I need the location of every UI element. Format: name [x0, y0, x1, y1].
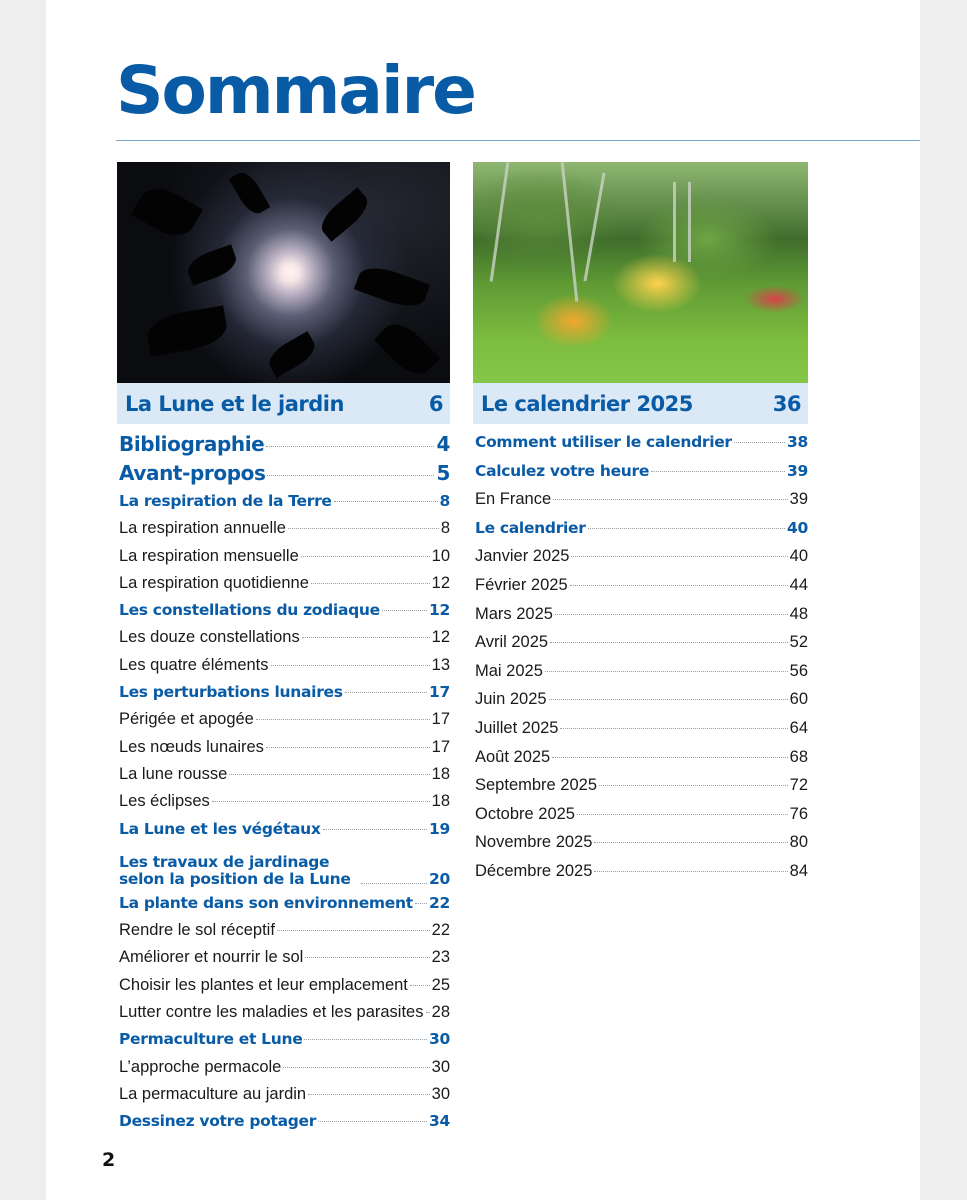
toc-entry[interactable] — [475, 486, 808, 515]
toc-entry-page: 84 — [789, 861, 808, 880]
toc-entry[interactable] — [119, 679, 450, 706]
toc-entry-title: Avant-propos — [119, 460, 266, 485]
toc-entry[interactable] — [119, 488, 450, 515]
toc-entry[interactable] — [119, 734, 450, 761]
dot-leader — [266, 446, 434, 447]
dot-leader — [301, 556, 430, 557]
dot-leader — [266, 747, 430, 748]
toc-entry-title: Septembre 2025 — [475, 776, 598, 795]
section-header-calendrier[interactable] — [473, 383, 808, 424]
dot-leader — [212, 801, 430, 802]
toc-entry[interactable] — [475, 686, 808, 715]
toc-entry-title: Permaculture et Lune — [119, 1030, 303, 1049]
dot-leader — [571, 556, 787, 557]
toc-entry-page: 30 — [431, 1084, 450, 1103]
dot-leader — [288, 528, 439, 529]
dot-leader — [345, 692, 427, 693]
toc-entry-page: 17 — [431, 737, 450, 756]
toc-entry-title: Les quatre éléments — [119, 655, 269, 674]
toc-entry-page: 34 — [429, 1112, 450, 1131]
section-page: 6 — [428, 391, 443, 416]
dot-leader — [323, 829, 427, 830]
toc-entry-page: 18 — [431, 792, 450, 811]
toc-entry-title: Février 2025 — [475, 575, 568, 594]
toc-entry-title: Octobre 2025 — [475, 804, 575, 823]
toc-entry[interactable] — [119, 890, 450, 917]
toc-entry-page: 13 — [431, 655, 450, 674]
toc-entry-page: 76 — [789, 804, 808, 823]
toc-entry-title: Lutter contre les maladies et les parasites — [119, 1003, 424, 1022]
toc-entry-title: Calculez votre heure — [475, 461, 650, 480]
toc-entry-page: 40 — [787, 518, 808, 537]
toc-entry[interactable] — [475, 629, 808, 658]
toc-entry-page: 5 — [436, 460, 450, 485]
toc-entry[interactable] — [475, 858, 808, 887]
toc-entry-title: La respiration quotidienne — [119, 573, 309, 592]
toc-entry-title: La plante dans son environnement — [119, 893, 413, 912]
document-page — [46, 0, 920, 1200]
toc-entry-title: Choisir les plantes et leur emplacement — [119, 975, 408, 994]
toc-entry-title: Avril 2025 — [475, 633, 549, 652]
toc-entry-title: Août 2025 — [475, 747, 551, 766]
toc-entry-page: 39 — [789, 490, 808, 509]
toc-entry[interactable] — [475, 515, 808, 544]
dot-leader — [560, 728, 787, 729]
moon-photo — [117, 162, 450, 383]
toc-entry-title: Mai 2025 — [475, 661, 543, 680]
toc-entry-page: 22 — [429, 893, 450, 912]
dot-leader — [334, 501, 438, 502]
toc-entry-title: Juillet 2025 — [475, 718, 559, 737]
toc-entry-page: 17 — [431, 710, 450, 729]
toc-entry-page: 44 — [789, 575, 808, 594]
toc-entry[interactable] — [119, 917, 450, 944]
toc-entry[interactable] — [475, 601, 808, 630]
toc-entry[interactable] — [119, 999, 450, 1026]
toc-entry[interactable] — [119, 570, 450, 597]
dot-leader — [570, 585, 788, 586]
toc-entry[interactable] — [475, 543, 808, 572]
toc-entry[interactable] — [475, 772, 808, 801]
toc-entry-page: 60 — [789, 690, 808, 709]
toc-entry-title: Comment utiliser le calendrier — [475, 433, 732, 451]
title-rule — [116, 140, 920, 141]
toc-entry[interactable] — [475, 801, 808, 830]
dot-leader — [549, 699, 788, 700]
dot-leader — [545, 671, 788, 672]
dot-leader — [588, 528, 785, 529]
section-page: 36 — [772, 391, 801, 416]
toc-entry-title: Mars 2025 — [475, 604, 553, 623]
toc-entry-page: 30 — [429, 1030, 450, 1049]
toc-entry[interactable] — [119, 1026, 450, 1053]
toc-entry[interactable] — [119, 431, 450, 460]
dot-leader — [415, 903, 427, 904]
toc-entry[interactable] — [119, 788, 450, 815]
toc-entry-title: Bibliographie — [119, 432, 265, 456]
garden-photo — [473, 162, 808, 383]
dot-leader — [426, 1012, 430, 1013]
toc-entry-title: Les éclipses — [119, 792, 210, 811]
toc-entry[interactable] — [119, 944, 450, 971]
toc-entry[interactable] — [119, 515, 450, 542]
toc-entry-title: En France — [475, 490, 552, 509]
toc-entry-page: 30 — [431, 1057, 450, 1076]
toc-entry-page: 28 — [431, 1003, 450, 1022]
toc-entry-title: La lune rousse — [119, 764, 228, 783]
toc-entry[interactable] — [119, 624, 450, 651]
toc-entry-page: 80 — [789, 833, 808, 852]
dot-leader — [229, 774, 429, 775]
toc-entry-title: Améliorer et nourrir le sol — [119, 948, 304, 967]
dot-leader — [555, 614, 788, 615]
dot-leader — [734, 442, 785, 443]
toc-entry-page: 68 — [789, 747, 808, 766]
toc-entry[interactable] — [119, 597, 450, 624]
toc-entry[interactable] — [119, 543, 450, 570]
toc-entry[interactable] — [475, 429, 808, 458]
dot-leader — [267, 475, 434, 476]
dot-leader — [552, 757, 787, 758]
toc-entry-page: 4 — [436, 432, 450, 456]
toc-entry-title: La permaculture au jardin — [119, 1084, 307, 1103]
toc-entry-page: 10 — [431, 546, 450, 565]
dot-leader — [382, 610, 427, 611]
toc-entry-page: 17 — [429, 683, 450, 702]
toc-entry-title: Janvier 2025 — [475, 547, 570, 566]
dot-leader — [553, 499, 788, 500]
toc-entry-page: 20 — [429, 869, 450, 888]
section-title: Le calendrier 2025 — [481, 391, 693, 416]
toc-list-lune — [117, 424, 450, 1136]
toc-entry-title: Rendre le sol réceptif — [119, 921, 275, 940]
toc-entry-page: 19 — [429, 819, 450, 838]
toc-entry-page: 8 — [440, 519, 450, 538]
dot-leader — [599, 785, 788, 786]
toc-entry-page: 52 — [789, 633, 808, 652]
page-number: 2 — [102, 1149, 116, 1171]
toc-entry[interactable] — [119, 1054, 450, 1081]
dot-leader — [256, 719, 430, 720]
toc-entry[interactable] — [119, 652, 450, 679]
toc-entry[interactable] — [119, 843, 450, 890]
section-title: La Lune et le jardin — [125, 391, 344, 416]
toc-entry[interactable] — [475, 715, 808, 744]
toc-entry-page: 12 — [429, 601, 450, 620]
toc-entry-title: La respiration mensuelle — [119, 546, 299, 565]
toc-entry-title: La respiration annuelle — [119, 519, 286, 538]
toc-entry-title: Les nœuds lunaires — [119, 737, 264, 756]
dot-leader — [271, 665, 430, 666]
toc-list-calendrier — [473, 424, 808, 887]
page-title: Sommaire — [116, 52, 475, 129]
toc-entry[interactable] — [475, 744, 808, 773]
toc-entry-title: Les douze constellations — [119, 628, 300, 647]
dot-leader — [651, 471, 785, 472]
toc-entry-page: 12 — [431, 628, 450, 647]
toc-entry-title: Novembre 2025 — [475, 833, 593, 852]
dot-leader — [308, 1094, 430, 1095]
toc-entry-page: 25 — [431, 975, 450, 994]
toc-entry[interactable] — [119, 460, 450, 489]
toc-entry-title: Décembre 2025 — [475, 861, 593, 880]
toc-entry-page: 39 — [787, 461, 808, 480]
toc-entry[interactable] — [475, 458, 808, 487]
toc-entry[interactable] — [475, 658, 808, 687]
toc-entry-page: 40 — [789, 547, 808, 566]
toc-entry-page: 8 — [439, 492, 450, 510]
toc-entry-title: Les travaux de jardinage selon la position de la Lune — [119, 852, 351, 888]
dot-leader — [410, 985, 430, 986]
dot-leader — [318, 1121, 427, 1122]
toc-entry[interactable] — [119, 761, 450, 788]
toc-entry-page: 48 — [789, 604, 808, 623]
toc-entry[interactable] — [119, 972, 450, 999]
dot-leader — [594, 871, 787, 872]
section-header-lune[interactable] — [117, 383, 450, 424]
toc-entry[interactable] — [475, 572, 808, 601]
toc-entry-title: Le calendrier — [475, 518, 586, 537]
toc-entry-title: Juin 2025 — [475, 690, 547, 709]
toc-entry-title: Les constellations du zodiaque — [119, 601, 380, 620]
toc-entry-page: 22 — [431, 921, 450, 940]
dot-leader — [550, 642, 788, 643]
dot-leader — [302, 637, 430, 638]
toc-entry-page: 38 — [787, 433, 808, 451]
dot-leader — [361, 883, 427, 884]
toc-entry-page: 23 — [431, 948, 450, 967]
toc-entry[interactable] — [119, 816, 450, 843]
dot-leader — [577, 814, 788, 815]
toc-entry-title: Dessinez votre potager — [119, 1112, 317, 1131]
toc-entry[interactable] — [119, 1108, 450, 1135]
toc-entry-title: La respiration de la Terre — [119, 492, 332, 510]
dot-leader — [304, 1039, 427, 1040]
toc-entry-page: 64 — [789, 718, 808, 737]
toc-entry-title: Périgée et apogée — [119, 710, 254, 729]
toc-entry-page: 56 — [789, 661, 808, 680]
toc-entry[interactable] — [475, 829, 808, 858]
toc-entry-page: 12 — [431, 573, 450, 592]
dot-leader — [277, 930, 430, 931]
toc-entry[interactable] — [119, 1081, 450, 1108]
toc-entry-title: Les perturbations lunaires — [119, 683, 343, 702]
dot-leader — [283, 1067, 429, 1068]
toc-entry-page: 72 — [789, 776, 808, 795]
toc-entry-title: La Lune et les végétaux — [119, 819, 321, 838]
dot-leader — [594, 842, 787, 843]
dot-leader — [305, 957, 429, 958]
toc-column-lune — [117, 162, 450, 1136]
toc-entry[interactable] — [119, 706, 450, 733]
toc-entry-page: 18 — [431, 764, 450, 783]
dot-leader — [311, 583, 430, 584]
toc-entry-title: L’approche permacole — [119, 1057, 282, 1076]
toc-column-calendrier — [473, 162, 808, 887]
